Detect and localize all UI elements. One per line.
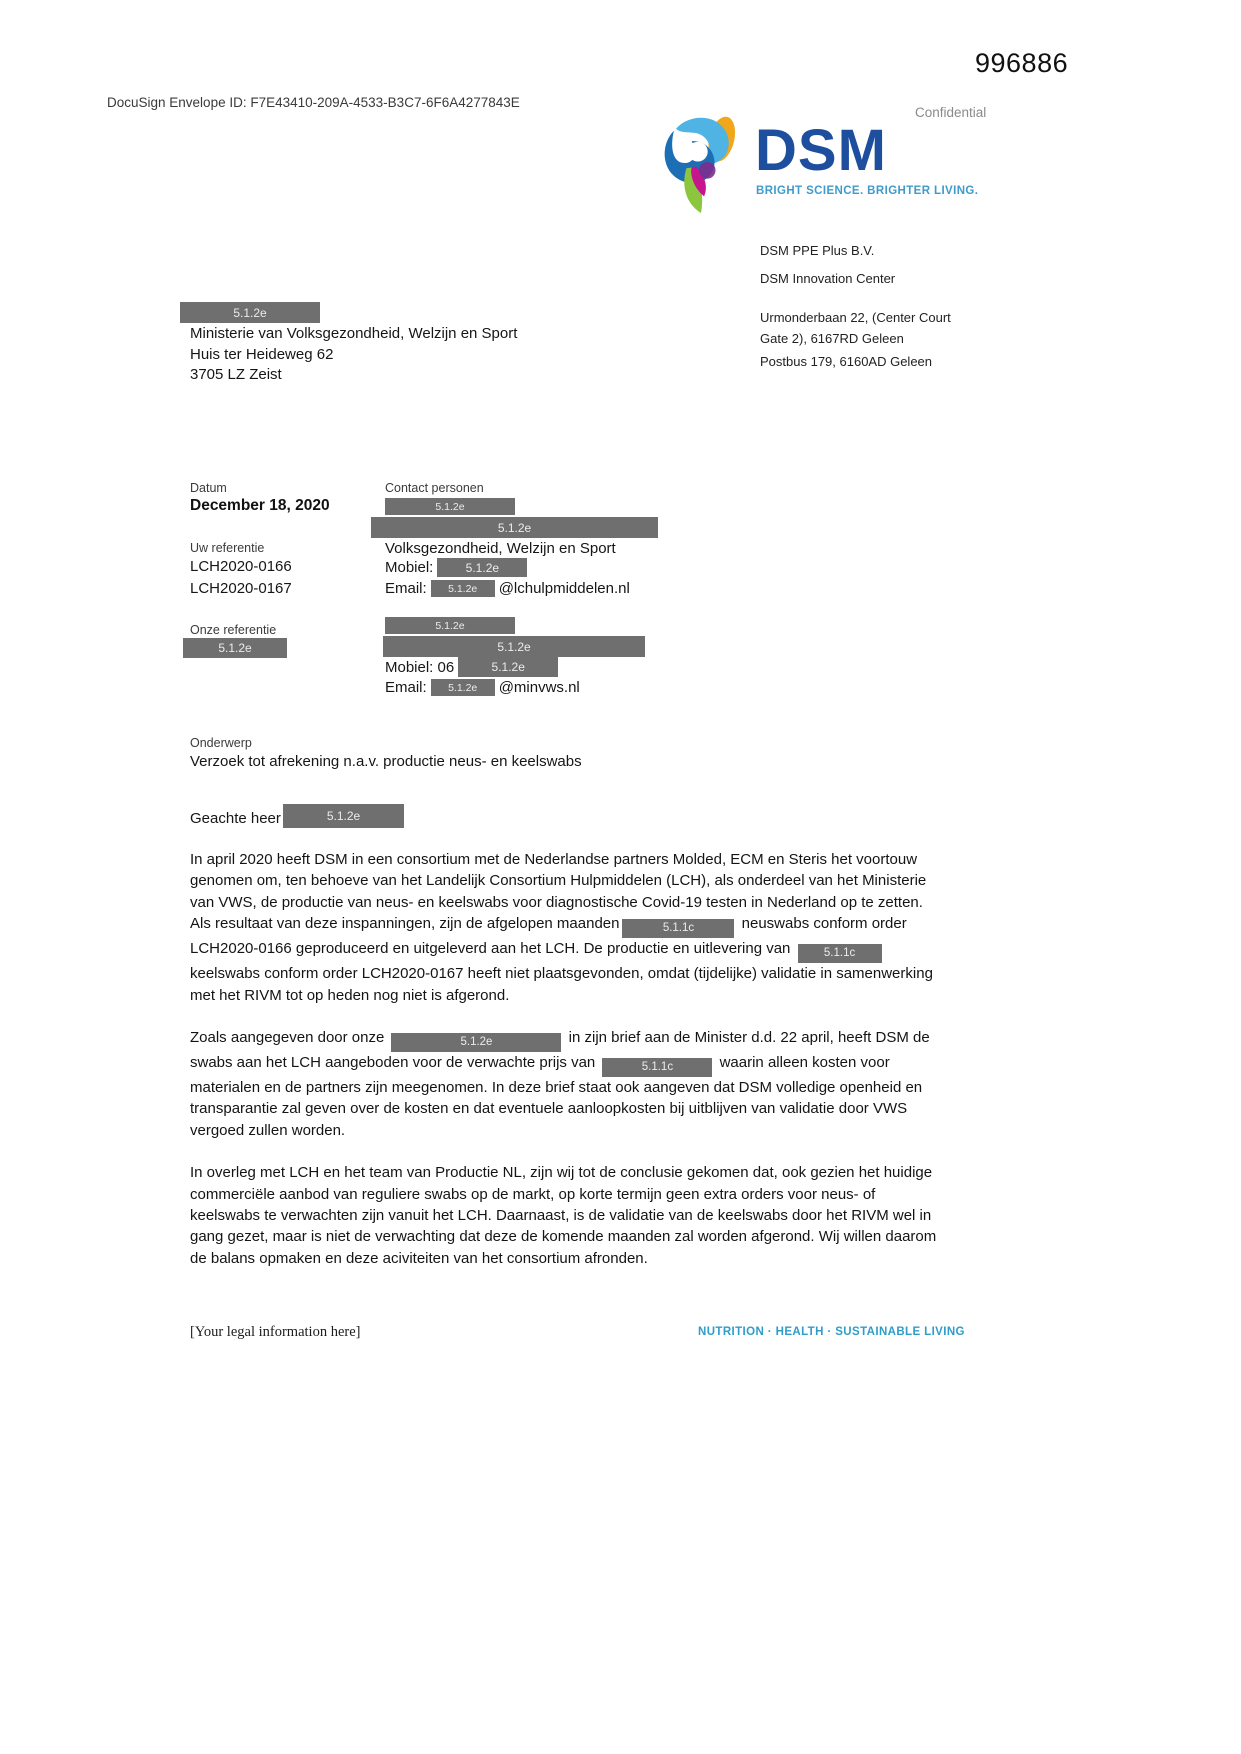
redaction-box: 5.1.2e: [371, 517, 658, 538]
subject-line: Verzoek tot afrekening n.a.v. productie neus- en keelswabs: [190, 753, 582, 770]
redaction-box: 5.1.2e: [437, 558, 527, 577]
mobiel-label: Mobiel:: [385, 559, 434, 576]
email-domain: @lchulpmiddelen.nl: [498, 580, 630, 597]
sender-line: DSM PPE Plus B.V.: [760, 243, 875, 258]
recipient-line: Ministerie van Volksgezondheid, Welzijn en Sport: [190, 325, 518, 342]
redaction-box: 5.1.2e: [183, 638, 287, 658]
salutation-text: Geachte heer: [190, 810, 281, 827]
recipient-line: 3705 LZ Zeist: [190, 366, 282, 383]
onze-referentie-label: Onze referentie: [190, 623, 277, 637]
email-label: Email:: [385, 679, 427, 696]
contact1-email-row: [385, 580, 630, 597]
email-label: Email:: [385, 580, 427, 597]
inline-redaction-box: 5.1.1c: [602, 1058, 712, 1077]
contact1-org: Volksgezondheid, Welzijn en Sport: [385, 540, 616, 557]
uw-referentie-value: LCH2020-0167: [190, 580, 292, 597]
sender-line: Urmonderbaan 22, (Center Court: [760, 310, 951, 325]
contact-personen-label: Contact personen: [385, 481, 484, 495]
onderwerp-label: Onderwerp: [190, 736, 252, 750]
document-number: 996886: [975, 48, 1069, 78]
confidential-label: Confidential: [915, 105, 987, 120]
body-paragraph: In april 2020 heeft DSM in een consortium met de Nederlandse partners Molded, ECM en Steris het voortouw genomen om, ten behoeve van het Landelijk Consortium Hulpmiddelen (LCH), als onderdeel van het Ministerie van VWS, de productie van neus- en keelswabs voor diagnostische Covid-19 testen in Nederland op te zetten. Als resultaat van deze inspanningen, zijn de afgelopen maanden 5.1.1c neuswabs conform order LCH2020-0166 geproduceerd en uitgeleverd aan het LCH. De productie en uitlevering van 5.1.1c keelswabs conform order LCH2020-0167 heeft niet plaatsgevonden, omdat (tijdelijke) validatie in samenwerking met het RIVM tot op heden nog niet is afgerond.: [190, 851, 933, 1004]
redaction-box: 5.1.2e: [383, 636, 645, 657]
inline-redaction-box: 5.1.1c: [798, 944, 882, 963]
dsm-wordmark: DSM: [755, 118, 887, 183]
inline-redaction-box: 5.1.2e: [391, 1033, 561, 1052]
recipient-address-block: [190, 324, 517, 386]
body-paragraph: In overleg met LCH en het team van Productie NL, zijn wij tot de conclusie gekomen dat, ook gezien het huidige commerciële aanbod van reguliere swabs op de markt, op korte termijn geen extra orders voor neus- of keelswabs te verwachten zijn vanuit het LCH. Daarnaast, is de validatie van de keelswabs door het RIVM wel in gang gezet, maar is niet de verwachting dat deze de komende maanden zal worden afgerond. Wij willen daarom de balans opmaken en deze aciviteiten van het consortium afronden.: [190, 1164, 937, 1267]
docusign-envelope-id: DocuSign Envelope ID: F7E43410-209A-4533-B3C7-6F6A4277843E: [107, 95, 520, 110]
datum-value: December 18, 2020: [190, 497, 330, 514]
uw-referentie-label: Uw referentie: [190, 541, 265, 555]
redaction-box: 5.1.2e: [431, 679, 495, 696]
footer-legal-placeholder: [Your legal information here]: [190, 1324, 361, 1340]
body-paragraph: Zoals aangegeven door onze 5.1.2e in zijn brief aan de Minister d.d. 22 april, heeft DSM de swabs aan het LCH aangeboden voor de verwachte prijs van 5.1.1c waarin alleen kosten voor materialen en de partners zijn meegenomen. In deze brief staat ook aangeven dat DSM volledige openheid en transparantie zal geven over de kosten en dat eventuele aanloopkosten bij uitblijven van validatie door VWS vergoed zullen worden.: [190, 1029, 930, 1139]
recipient-line: Huis ter Heideweg 62: [190, 345, 334, 363]
sender-line: Gate 2), 6167RD Geleen: [760, 331, 904, 346]
email-domain: @minvws.nl: [498, 679, 580, 696]
letter-body: [190, 849, 938, 1290]
redaction-box: 5.1.2e: [283, 804, 404, 828]
mobiel-label: Mobiel: 06: [385, 658, 455, 676]
contact2-mobiel-row: [385, 657, 562, 677]
sender-line: DSM Innovation Center: [760, 271, 896, 286]
inline-redaction-box: 5.1.1c: [622, 919, 734, 938]
uw-referentie-value: LCH2020-0166: [190, 558, 292, 575]
contact2-email-row: [385, 679, 580, 696]
sender-address-block: [760, 242, 1020, 370]
redaction-box: 5.1.2e: [385, 498, 515, 515]
sender-line: Postbus 179, 6160AD Geleen: [760, 354, 933, 369]
contact1-mobiel-row: [385, 558, 531, 577]
redaction-box: 5.1.2e: [431, 580, 495, 597]
redaction-box: 5.1.2e: [180, 302, 320, 323]
datum-label: Datum: [190, 481, 227, 495]
redaction-box: 5.1.2e: [385, 617, 515, 634]
dsm-logo-swirl-icon: [655, 110, 749, 219]
dsm-logo: [655, 110, 985, 220]
redaction-box: 5.1.2e: [458, 657, 558, 677]
dsm-logo-tagline: BRIGHT SCIENCE. BRIGHTER LIVING.: [756, 185, 979, 197]
footer-brand-tagline: NUTRITION · HEALTH · SUSTAINABLE LIVING: [698, 1326, 965, 1338]
